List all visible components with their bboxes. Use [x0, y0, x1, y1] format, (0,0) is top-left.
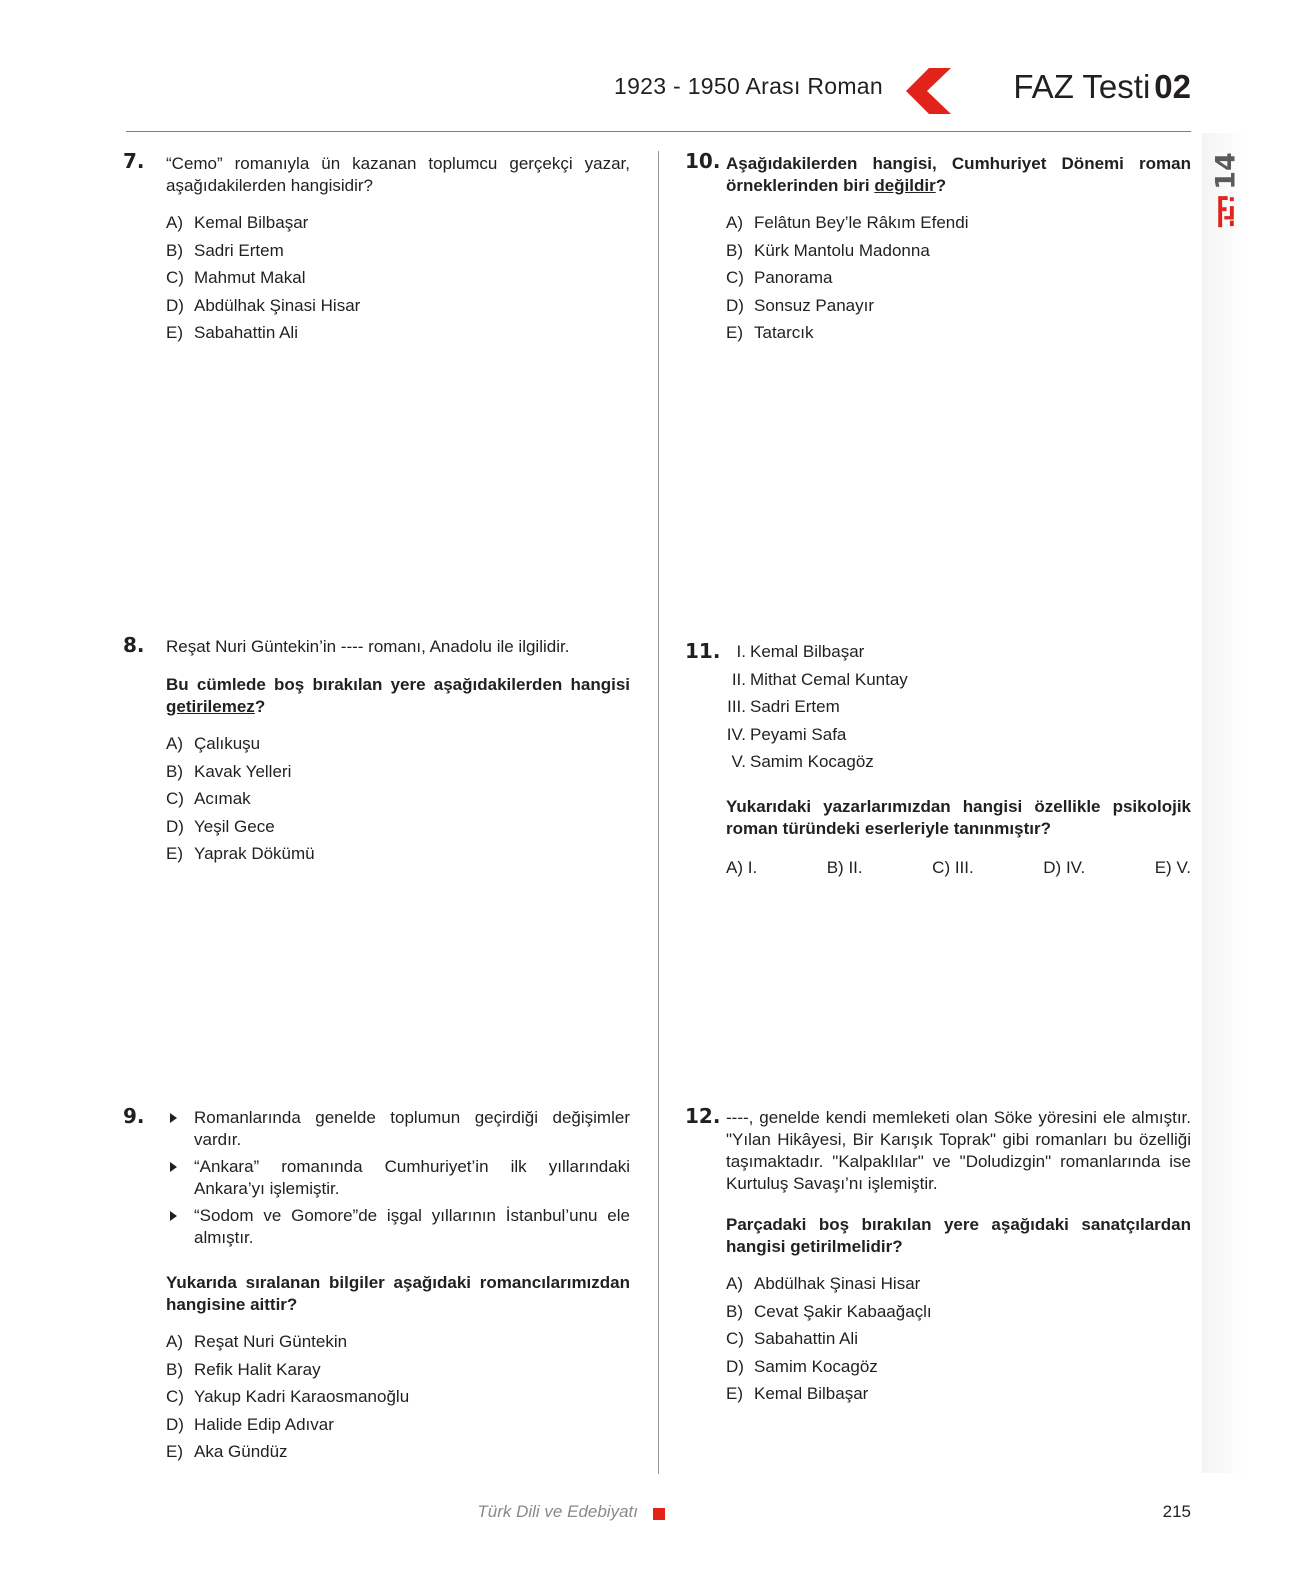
triangle-bullet-icon — [170, 1113, 177, 1123]
header-divider — [126, 131, 1191, 132]
page-number: 215 — [1162, 1502, 1191, 1521]
test-label: FAZ Testi — [1013, 68, 1151, 105]
chapter-topic: 1923 - 1950 Arası Roman — [613, 73, 883, 99]
answer-option[interactable]: C) Sabahattin Ali — [726, 1329, 858, 1348]
answer-option[interactable]: B) Refik Halit Karay — [166, 1359, 321, 1379]
answer-option[interactable]: A) Reşat Nuri Güntekin — [166, 1332, 348, 1351]
answer-option[interactable]: D) Halide Edip Adıvar — [166, 1414, 334, 1434]
author-list — [718, 642, 908, 780]
question-sentence: Reşat Nuri Güntekin’in ---- romanı, Anadolu ile ilgilidir. — [166, 637, 570, 656]
list-item: II. Mithat Cemal Kuntay — [731, 669, 908, 689]
answer-option[interactable]: E) V. — [1154, 858, 1191, 877]
test-title — [1013, 68, 1191, 106]
answer-option[interactable]: A) Felâtun Bey’le Râkım Efendi — [726, 213, 969, 232]
answer-option[interactable]: E) Yaprak Dökümü — [166, 844, 315, 863]
question-number: 10. — [685, 149, 721, 173]
info-bullets — [166, 1107, 630, 1254]
question-prompt: Yukarıda sıralanan bilgiler aşağıdaki romancılarımızdan hangisine aittir? — [166, 1273, 630, 1314]
question-number: 12. — [685, 1104, 721, 1128]
answer-options — [166, 734, 315, 872]
question-stem: Aşağıdakilerden hangisi, Cumhuriyet Dönemi roman örneklerinden biri değildir? — [726, 154, 1191, 195]
answer-option[interactable]: E) Aka Gündüz — [166, 1442, 288, 1461]
answer-option[interactable]: B) Sadri Ertem — [166, 240, 284, 260]
answer-options — [726, 1274, 932, 1412]
triangle-bullet-icon — [170, 1162, 177, 1172]
bullet-item: Romanlarında genelde toplumun geçirdiği değişimler vardır. — [166, 1107, 630, 1151]
answer-options — [166, 1332, 409, 1470]
answer-option[interactable]: D) Samim Kocagöz — [726, 1356, 878, 1376]
answer-options — [726, 213, 969, 351]
column-divider — [658, 151, 659, 1474]
answer-option[interactable]: C) III. — [932, 858, 974, 877]
question-number: 8. — [123, 633, 145, 657]
footer-subject: Türk Dili ve Edebiyatı — [477, 1502, 638, 1521]
answer-option[interactable]: E) Sabahattin Ali — [166, 323, 298, 342]
question-prompt: Bu cümlede boş bırakılan yere aşağıdakilerden hangisi getirilemez? — [166, 675, 630, 716]
answer-option[interactable]: A) Abdülhak Şinasi Hisar — [726, 1274, 921, 1293]
bullet-item: “Ankara” romanında Cumhuriyet’in ilk yıllarındaki Ankara’yı işlemiştir. — [166, 1156, 630, 1200]
answer-option[interactable]: B) Cevat Şakir Kabaağaçlı — [726, 1301, 932, 1321]
question-number: 11. — [685, 639, 721, 663]
answer-options — [726, 858, 1191, 878]
fascicle-number: 14 — [1210, 152, 1242, 190]
answer-option[interactable]: C) Acımak — [166, 789, 251, 808]
question-prompt: Parçadaki boş bırakılan yere aşağıdaki sanatçılardan hangisi getirilmelidir? — [726, 1215, 1191, 1256]
answer-option[interactable]: B) II. — [826, 858, 863, 877]
answer-option[interactable]: D) IV. — [1043, 858, 1086, 877]
question-passage: ----, genelde kendi memleketi olan Söke yöresini ele almıştır. "Yılan Hikâyesi, Bir Karışık Toprak" gibi romanları bu özelliği taşımaktadır. "Kalpaklılar" ve "Doludizgin" romanlarında ise Kurtuluş Savaşı’nı işlemiştir. — [726, 1108, 1191, 1193]
answer-option[interactable]: D) Sonsuz Panayır — [726, 295, 875, 315]
side-tab — [1202, 133, 1250, 1473]
answer-option[interactable]: A) Çalıkuşu — [166, 734, 261, 753]
answer-options — [166, 213, 360, 351]
triangle-bullet-icon — [170, 1211, 177, 1221]
question-number: 9. — [123, 1104, 145, 1128]
answer-option[interactable]: B) Kavak Yelleri — [166, 761, 292, 781]
list-item: III. Sadri Ertem — [727, 697, 840, 716]
answer-option[interactable]: B) Kürk Mantolu Madonna — [726, 240, 930, 260]
question-number: 7. — [123, 149, 145, 173]
test-number: 02 — [1154, 68, 1191, 105]
bullet-item: “Sodom ve Gomore”de işgal yıllarının İstanbul’unu ele almıştır. — [166, 1205, 630, 1249]
answer-option[interactable]: D) Abdülhak Şinasi Hisar — [166, 295, 361, 315]
square-icon — [653, 1508, 665, 1520]
list-item: I. Kemal Bilbaşar — [736, 642, 865, 661]
answer-option[interactable]: A) I. — [726, 858, 758, 877]
answer-option[interactable]: C) Yakup Kadri Karaosmanoğlu — [166, 1387, 410, 1406]
fascicle-logo — [1209, 195, 1243, 255]
answer-option[interactable]: E) Kemal Bilbaşar — [726, 1384, 869, 1403]
chevron-left-icon — [903, 68, 951, 114]
answer-option[interactable]: C) Panorama — [726, 268, 833, 287]
answer-option[interactable]: E) Tatarcık — [726, 323, 814, 342]
answer-option[interactable]: A) Kemal Bilbaşar — [166, 213, 309, 232]
answer-option[interactable]: D) Yeşil Gece — [166, 816, 275, 836]
question-prompt: Yukarıdaki yazarlarımızdan hangisi özellikle psikolojik roman türündeki eserleriyle tanınmıştır? — [726, 797, 1191, 838]
answer-option[interactable]: C) Mahmut Makal — [166, 268, 306, 287]
list-item: V. Samim Kocagöz — [731, 752, 874, 771]
question-stem: “Cemo” romanıyla ün kazanan toplumcu gerçekçi yazar, aşağıdakilerden hangisidir? — [166, 154, 630, 195]
list-item: IV. Peyami Safa — [726, 724, 847, 744]
